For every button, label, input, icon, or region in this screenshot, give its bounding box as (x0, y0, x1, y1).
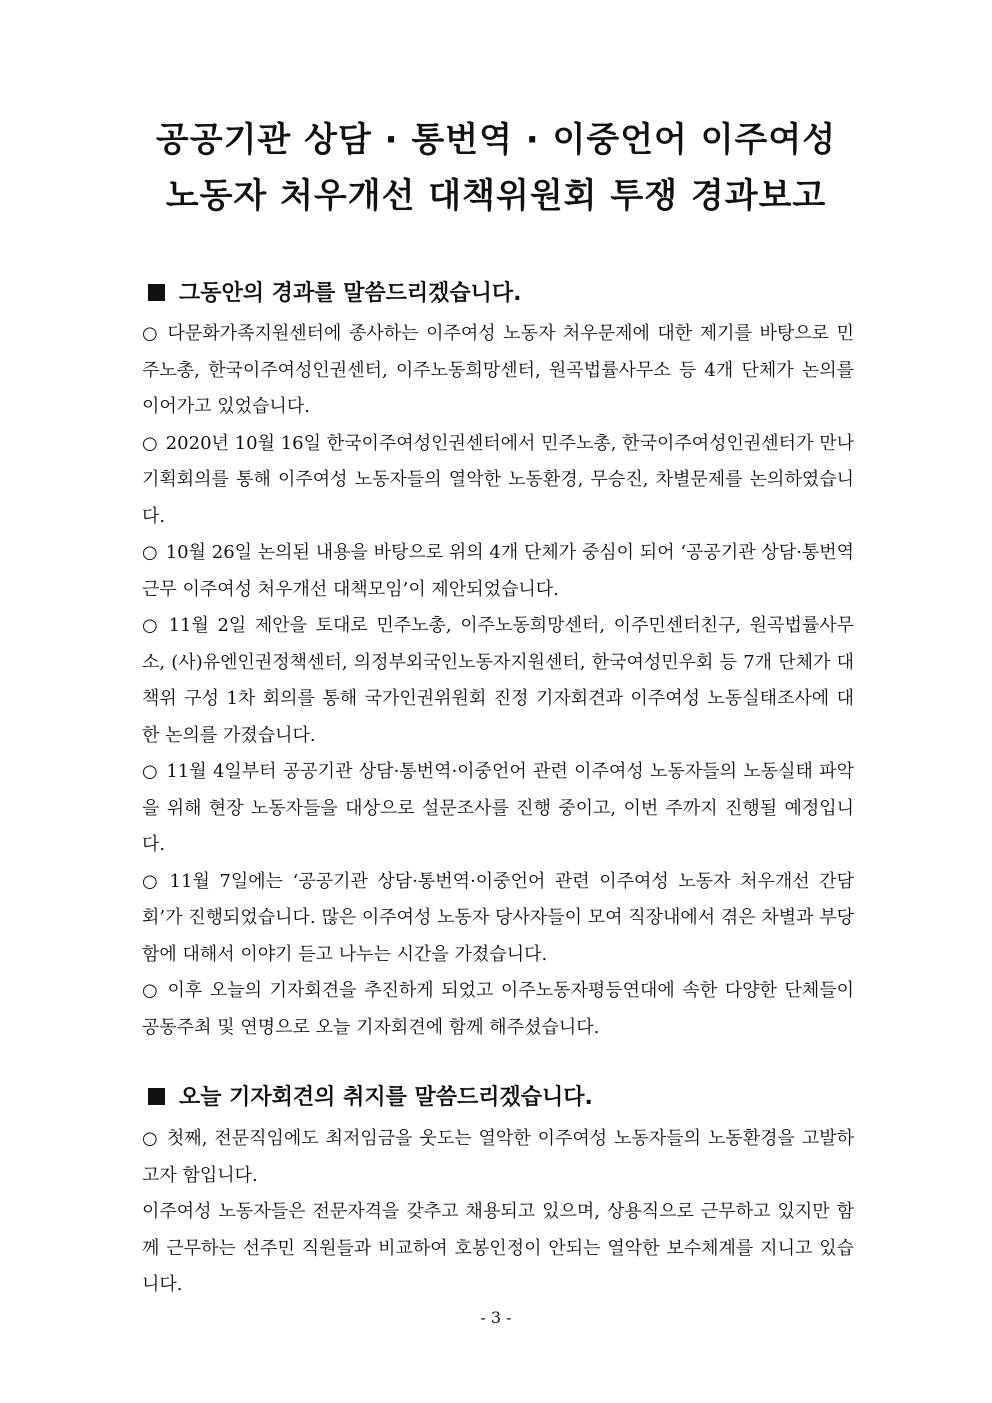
section-heading-progress-text: 그동안의 경과를 말씀드리겠습니다. (179, 281, 522, 306)
progress-paragraph (142, 316, 854, 1046)
page-number: - 3 - (480, 1308, 512, 1327)
circle-bullet-icon: ○ (142, 615, 161, 636)
circle-bullet-icon: ○ (142, 761, 159, 782)
list-item: ○ 11월 4일부터 공공기관 상담·통번역·이중언어 관련 이주여성 노동자들의 노동실태 파악을 위해 현장 노동자들을 대상으로 설문조사를 진행 중이고, 이번 주까지 진행될 예정입니다. (142, 761, 854, 855)
circle-bullet-icon: ○ (142, 432, 158, 454)
section-heading-purpose (148, 1080, 593, 1111)
list-item: ○ 11월 7일에는 ‘공공기관 상담·통번역·이중언어 관련 이주여성 노동자 처우개선 간담회’가 진행되었습니다. 많은 이주여성 노동자 당사자들이 모여 직장내에서 겪은 차별과 부당함에 대해서 이야기 듣고 나누는 시간을 가졌습니다. (142, 870, 855, 965)
list-item: ○ 다문화가족지원센터에 종사하는 이주여성 노동자 처우문제에 대한 제기를 바탕으로 민주노총, 한국이주여성인권센터, 이주노동희망센터, 원곡법률사무소 등 4개 단체가 논의를 이어가고 있었습니다. (142, 323, 854, 417)
circle-bullet-icon: ○ (142, 1128, 159, 1149)
list-item: ○ 2020년 10월 16일 한국이주여성인권센터에서 민주노총, 한국이주여성인권센터가 만나 기획회의를 통해 이주여성 노동자들의 열악한 노동환경, 무승진, 차별문제를 논의하였습니다. (142, 432, 854, 527)
list-item: ○ 10월 26일 논의된 내용을 바탕으로 위의 4개 단체가 중심이 되어 ‘공공기관 상담·통번역 근무 이주여성 처우개선 대책모임’이 제안되었습니다. (142, 542, 854, 600)
circle-bullet-icon: ○ (142, 980, 160, 1001)
list-item: ○ 이후 오늘의 기자회견을 추진하게 되었고 이주노동자평등연대에 속한 다양한 단체들이 공동주최 및 연명으로 오늘 기자회견에 함께 해주셨습니다. (142, 980, 854, 1038)
body-text: 이주여성 노동자들은 전문자격을 갖추고 채용되고 있으며, 상용직으로 근무하고 있지만 함께 근무하는 선주민 직원들과 비교하여 호봉인정이 안되는 열악한 보수체계를 지니고 있습니다. (142, 1201, 854, 1295)
black-square-icon (148, 1088, 165, 1105)
black-square-icon (148, 284, 165, 301)
circle-bullet-icon: ○ (142, 870, 162, 892)
list-item: ○ 11월 2일 제안을 토대로 민주노총, 이주노동희망센터, 이주민센터친구, 원곡법률사무소, (사)유엔인권정책센터, 의정부외국인노동자지원센터, 한국여성민우회 등 7개 단체가 대책위 구성 1차 회의를 통해 국가인권위원회 진정 기자회견과 이주여성 노동실태조사에 대한 논의를 가졌습니다. (142, 615, 854, 746)
purpose-paragraph (142, 1121, 854, 1304)
section-heading-progress (148, 276, 521, 307)
circle-bullet-icon: ○ (142, 542, 158, 563)
list-item: ○ 첫째, 전문직임에도 최저임금을 웃도는 열악한 이주여성 노동자들의 노동환경을 고발하고자 함입니다. (142, 1128, 854, 1186)
document-title-line1: 공공기관 상담 · 통번역 · 이중언어 이주여성 (155, 120, 837, 160)
document-title-line2: 노동자 처우개선 대책위원회 투쟁 경과보고 (165, 176, 827, 216)
circle-bullet-icon: ○ (142, 323, 160, 344)
section-heading-purpose-text: 오늘 기자회견의 취지를 말씀드리겠습니다. (179, 1085, 593, 1110)
